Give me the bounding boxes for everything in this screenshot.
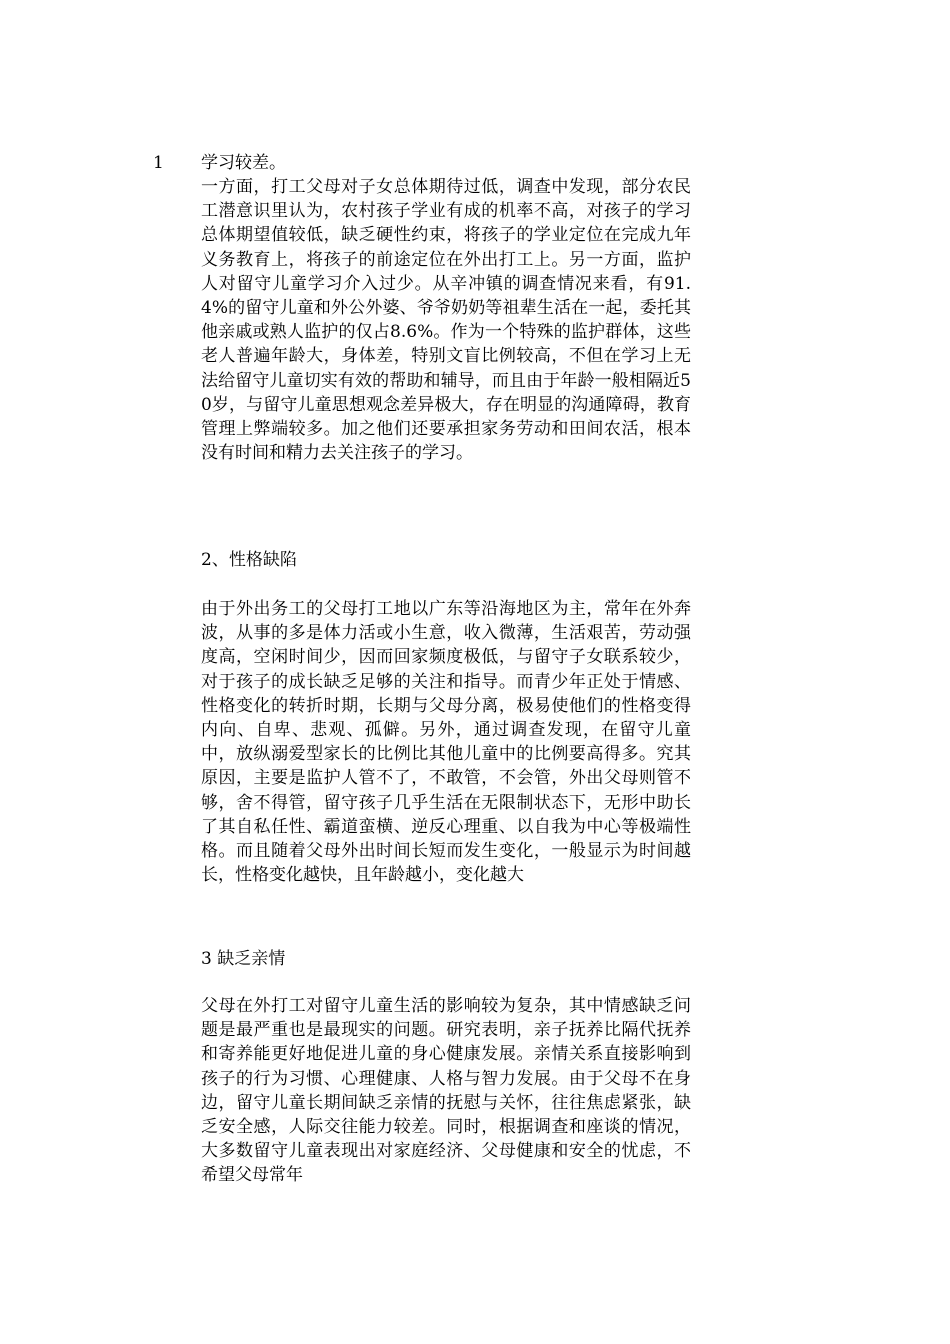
section-1-paragraph: 一方面，打工父母对子女总体期待过低，调查中发现，部分农民工潜意识里认为，农村孩子学业有成的机率不高，对孩子的学习总体期望值较低，缺乏硬性约束，将孩子的学业定位在完成九年义务教育上，将孩子的前途定位在外出打工上。另一方面，监护人对留守儿童学习介入过少。从辛冲镇的调查情况来看，有91.4%的留守儿童和外公外婆、爷爷奶奶等祖辈生活在一起，委托其他亲戚或熟人监护的仅占8.6%。作为一个特殊的监护群体，这些老人普遍年龄大，身体差，特别文盲比例较高，不但在学习上无法给留守儿童切实有效的帮助和辅导，而且由于年龄一般相隔近50岁，与留守儿童思想观念差异极大，存在明显的沟通障碍，教育管理上弊端较多。加之他们还要承担家务劳动和田间农活，根本没有时间和精力去关注孩子的学习。 (201, 177, 691, 464)
list-number: 1 (153, 153, 164, 173)
section-2-heading: 2、性格缺陷 (201, 550, 297, 570)
section-3-paragraph: 父母在外打工对留守儿童生活的影响较为复杂，其中情感缺乏问题是最严重也是最现实的问题。研究表明，亲子抚养比隔代抚养和寄养能更好地促进儿童的身心健康发展。亲情关系直接影响到孩子的行为习惯、心理健康、人格与智力发展。由于父母不在身边，留守儿童长期间缺乏亲情的抚慰与关怀，往往焦虑紧张，缺乏安全感，人际交往能力较差。同时，根据调查和座谈的情况，大多数留守儿童表现出对家庭经济、父母健康和安全的忧虑，不希望父母常年 (201, 996, 691, 1186)
section-1-heading: 学习较差。 (201, 153, 286, 173)
section-2-paragraph: 由于外出务工的父母打工地以广东等沿海地区为主，常年在外奔波，从事的多是体力活或小生意，收入微薄，生活艰苦，劳动强度高，空闲时间少，因而回家频度极低，与留守子女联系较少，对于孩子的成长缺乏足够的关注和指导。而青少年正处于情感、性格变化的转折时期，长期与父母分离，极易使他们的性格变得内向、自卑、悲观、孤僻。另外，通过调查发现，在留守儿童中，放纵溺爱型家长的比例比其他儿童中的比例要高得多。究其原因，主要是监护人管不了，不敢管，不会管，外出父母则管不够，舍不得管，留守孩子几乎生活在无限制状态下，无形中助长了其自私任性、霸道蛮横、逆反心理重、以自我为中心等极端性格。而且随着父母外出时间长短而发生变化，一般显示为时间越长，性格变化越快，且年龄越小，变化越大 (201, 599, 691, 886)
section-3-heading: 3 缺乏亲情 (201, 949, 286, 969)
